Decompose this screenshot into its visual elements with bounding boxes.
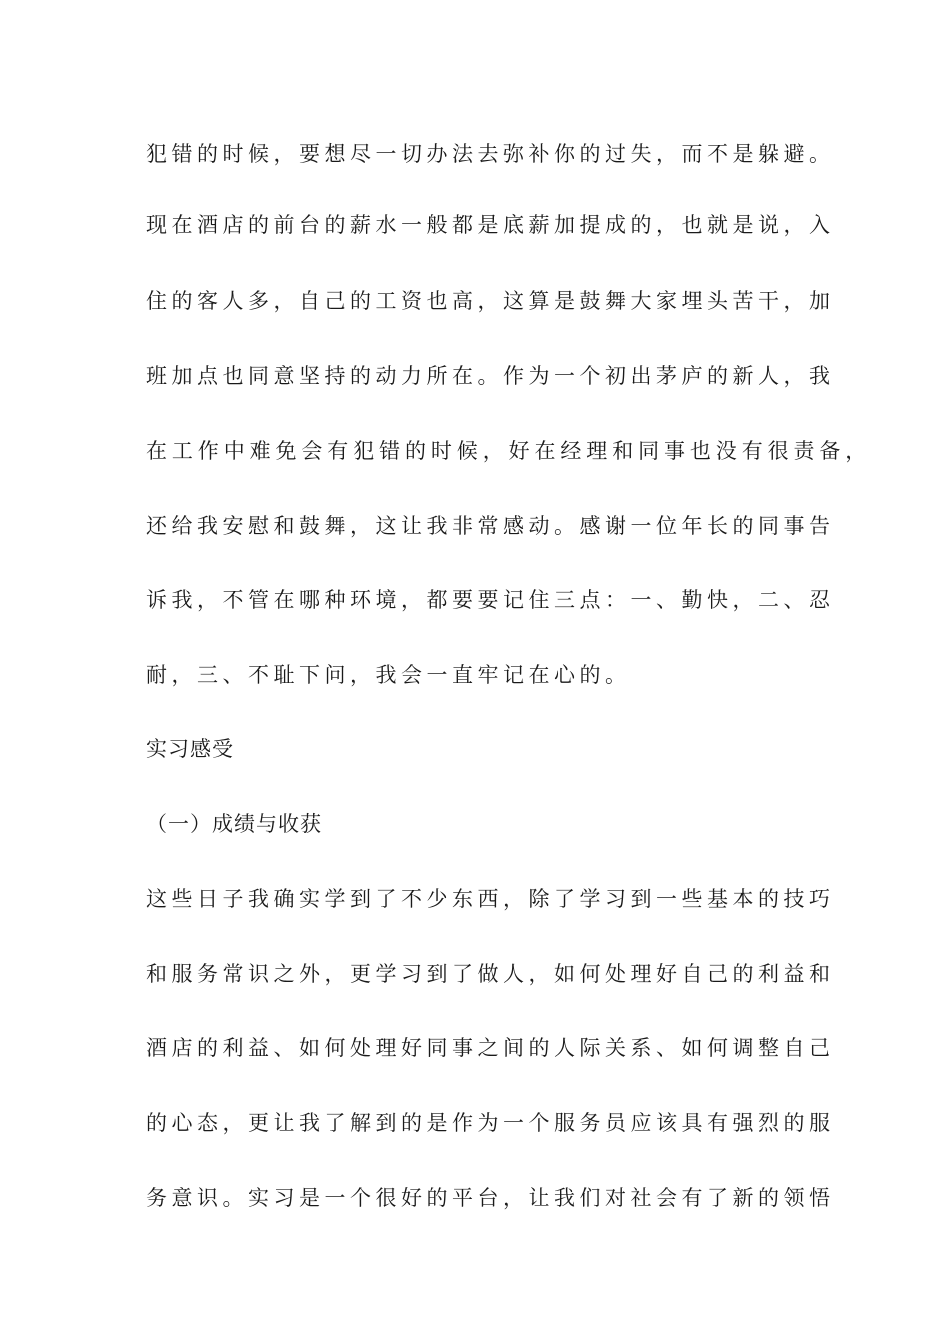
- paragraph-line: 务意识。实习是一个很好的平台，让我们对社会有了新的领悟: [146, 1186, 835, 1210]
- paragraph-line: 诉我，不管在哪种环境，都要要记住三点：一、勤快，二、忍: [146, 588, 835, 612]
- paragraph-line: 酒店的利益、如何处理好同事之间的人际关系、如何调整自己: [146, 1036, 835, 1060]
- paragraph-line: 住的客人多，自己的工资也高，这算是鼓舞大家埋头苦干，加: [146, 289, 835, 313]
- paragraph-line: 犯错的时候，要想尽一切办法去弥补你的过失，而不是躲避。: [146, 142, 835, 166]
- paragraph-line: 班加点也同意坚持的动力所在。作为一个初出茅庐的新人，我: [146, 364, 835, 388]
- paragraph-line: 耐，三、不耻下问，我会一直牢记在心的。: [146, 663, 631, 687]
- paragraph-line: 还给我安慰和鼓舞，这让我非常感动。感谢一位年长的同事告: [146, 514, 835, 538]
- section-heading: 实习感受: [146, 737, 234, 761]
- paragraph-line: 的心态，更让我了解到的是作为一个服务员应该具有强烈的服: [146, 1111, 835, 1135]
- paragraph-line: 在工作中难免会有犯错的时候，好在经理和同事也没有很责备，: [146, 439, 872, 463]
- paragraph-line: 这些日子我确实学到了不少东西，除了学习到一些基本的技巧: [146, 887, 835, 911]
- paragraph-line: 和服务常识之外，更学习到了做人，如何处理好自己的利益和: [146, 962, 835, 986]
- paragraph-line: 现在酒店的前台的薪水一般都是底薪加提成的，也就是说，入: [146, 213, 835, 237]
- subsection-heading: （一）成绩与收获: [146, 812, 322, 836]
